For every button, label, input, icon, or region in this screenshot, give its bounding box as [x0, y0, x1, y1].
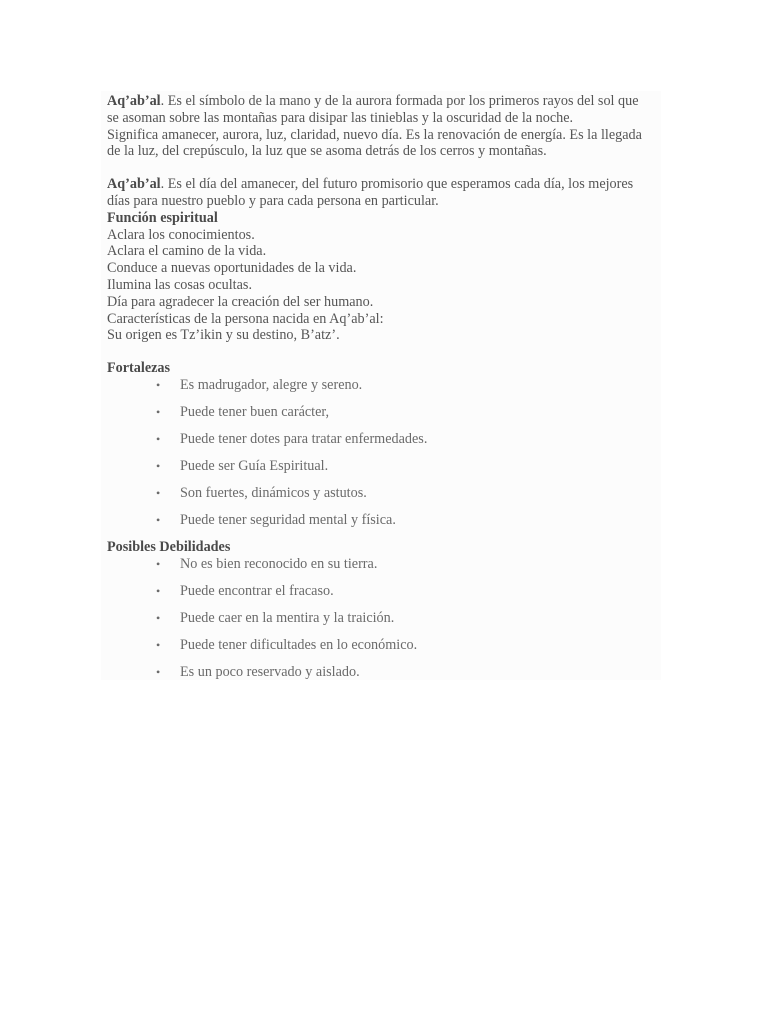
- section-heading-debilidades: Posibles Debilidades: [107, 538, 231, 555]
- paragraph-line: de la luz, del crepúsculo, la luz que se asoma detrás de los cerros y montañas.: [107, 143, 547, 160]
- term-label: Aq’ab’al: [107, 176, 161, 193]
- list-item: • No es bien reconocido en su tierra.: [156, 556, 661, 583]
- list-item: • Puede tener buen carácter,: [156, 404, 661, 431]
- paragraph-line: [107, 176, 661, 193]
- paragraph-line: [107, 93, 661, 110]
- funcion-line: Ilumina las cosas ocultas.: [107, 276, 252, 293]
- list-item: • Puede tener dotes para tratar enfermedades.: [156, 431, 661, 458]
- list-item: • Puede tener dificultades en lo económico.: [156, 637, 661, 664]
- funcion-line: Conduce a nuevas oportunidades de la vida.: [107, 260, 357, 277]
- list-item: • Puede encontrar el fracaso.: [156, 583, 661, 610]
- spacer: [107, 344, 661, 360]
- funcion-line: Su origen es Tz’ikin y su destino, B’atz’.: [107, 327, 340, 344]
- list-item: • Es madrugador, alegre y sereno.: [156, 377, 661, 404]
- section-heading-funcion: Función espiritual: [107, 209, 218, 226]
- term-label: Aq’ab’al: [107, 93, 161, 109]
- paragraph-text: . Es el símbolo de la mano y de la aurora formada por los primeros rayos del sol que: [160, 93, 639, 109]
- funcion-line: Aclara el camino de la vida.: [107, 243, 267, 260]
- document-content: [101, 91, 661, 680]
- funcion-line: Características de la persona nacida en Aq’ab’al:: [107, 310, 384, 327]
- list-item: • Puede tener seguridad mental y física.: [156, 512, 661, 539]
- paragraph-text: . Es el día del amanecer, del futuro promisorio que esperamos cada día, los mejores: [160, 176, 634, 193]
- funcion-line: Día para agradecer la creación del ser humano.: [107, 293, 374, 310]
- list-item: • Son fuertes, dinámicos y astutos.: [156, 485, 661, 512]
- paragraph-line: Significa amanecer, aurora, luz, claridad, nuevo día. Es la renovación de energía. Es la llegada: [107, 126, 642, 143]
- spacer: [107, 160, 661, 176]
- list-item: • Es un poco reservado y aislado.: [156, 664, 661, 691]
- paragraph-line: días para nuestro pueblo y para cada persona en particular.: [107, 192, 439, 209]
- list-item: • Puede caer en la mentira y la traición.: [156, 610, 661, 637]
- paragraph-line: se asoman sobre las montañas para disipar las tinieblas y la oscuridad de la noche.: [107, 109, 574, 126]
- fortalezas-list: [107, 377, 661, 539]
- funcion-line: Aclara los conocimientos.: [107, 226, 255, 243]
- section-heading-fortalezas: Fortalezas: [107, 360, 171, 377]
- debilidades-list: [107, 556, 661, 691]
- list-item: • Puede ser Guía Espiritual.: [156, 458, 661, 485]
